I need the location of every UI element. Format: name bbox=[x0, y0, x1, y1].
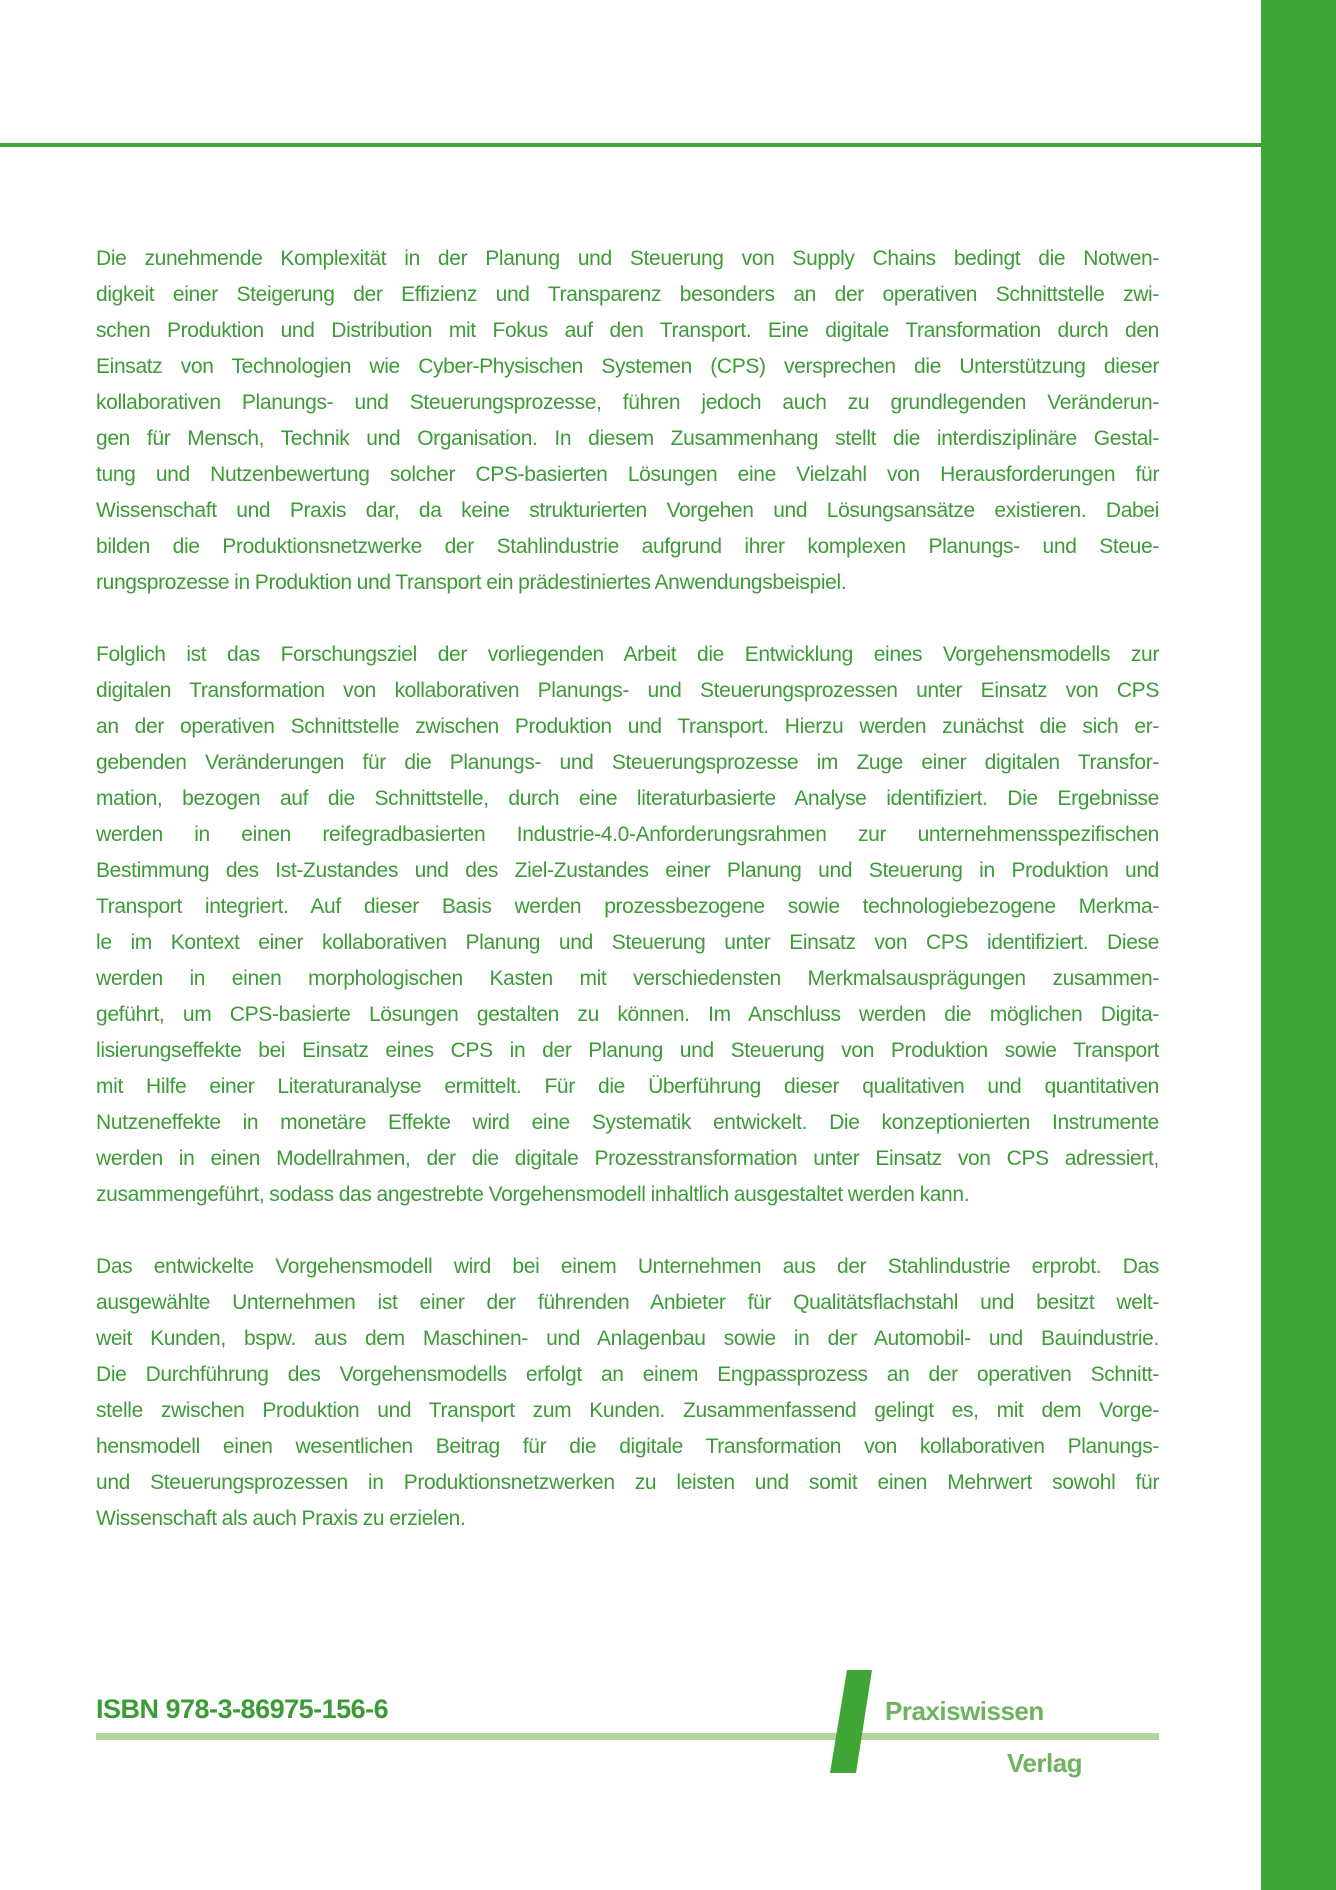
publisher-logo-slash-icon bbox=[830, 1670, 885, 1773]
isbn-divider bbox=[96, 1733, 1159, 1740]
text-line: ausgewählte Unternehmen ist einer der führenden Anbieter für Qualitätsflachstahl und besitzt welt- bbox=[96, 1291, 1159, 1314]
text-line: Folglich ist das Forschungsziel der vorliegenden Arbeit die Entwicklung eines Vorgehensmodells zur bbox=[96, 643, 1159, 666]
text-line: werden in einen reifegradbasierten Industrie-4.0-Anforderungsrahmen zur unternehmensspezifischen bbox=[96, 823, 1159, 846]
text-line: werden in einen morphologischen Kasten mit verschiedensten Merkmalsausprägungen zusammen- bbox=[96, 967, 1159, 990]
top-divider bbox=[0, 143, 1261, 147]
text-line: digitalen Transformation von kollaborativen Planungs- und Steuerungsprozessen unter Einsatz von CPS bbox=[96, 679, 1159, 702]
text-line: digkeit einer Steigerung der Effizienz und Transparenz besonders an der operativen Schnittstelle zwi- bbox=[96, 283, 1159, 306]
text-line: gebenden Veränderungen für die Planungs- und Steuerungsprozesse im Zuge einer digitalen Transfor- bbox=[96, 751, 1159, 774]
text-line: le im Kontext einer kollaborativen Planung und Steuerung unter Einsatz von CPS identifiziert. Diese bbox=[96, 931, 1159, 954]
text-line: lisierungseffekte bei Einsatz eines CPS in der Planung und Steuerung von Produktion sowie Transport bbox=[96, 1039, 1159, 1062]
text-line: Bestimmung des Ist-Zustandes und des Ziel-Zustandes einer Planung und Steuerung in Produktion und bbox=[96, 859, 1159, 882]
text-line: Die zunehmende Komplexität in der Planung und Steuerung von Supply Chains bedingt die Notwen- bbox=[96, 247, 1159, 270]
text-line: stelle zwischen Produktion und Transport zum Kunden. Zusammenfassend gelingt es, mit dem Vorge- bbox=[96, 1399, 1159, 1422]
text-line: und Steuerungsprozessen in Produktionsnetzwerken zu leisten und somit einen Mehrwert sowohl für bbox=[96, 1471, 1159, 1494]
text-line: an der operativen Schnittstelle zwischen Produktion und Transport. Hierzu werden zunächst die sich er- bbox=[96, 715, 1159, 738]
text-line: mation, bezogen auf die Schnittstelle, durch eine literaturbasierte Analyse identifiziert. Die Ergebnisse bbox=[96, 787, 1159, 810]
text-line: rungsprozesse in Produktion und Transport ein prädestiniertes Anwendungsbeispiel. bbox=[96, 571, 847, 594]
text-line: bilden die Produktionsnetzwerke der Stahlindustrie aufgrund ihrer komplexen Planungs- und Steue- bbox=[96, 535, 1159, 558]
paragraph bbox=[96, 1249, 1159, 1537]
text-line: Nutzeneffekte in monetäre Effekte wird eine Systematik entwickelt. Die konzeptionierten Instrumente bbox=[96, 1111, 1159, 1134]
text-line: Wissenschaft als auch Praxis zu erzielen. bbox=[96, 1507, 466, 1530]
text-line: schen Produktion und Distribution mit Fokus auf den Transport. Eine digitale Transformation durch den bbox=[96, 319, 1159, 342]
text-line: kollaborativen Planungs- und Steuerungsprozesse, führen jedoch auch zu grundlegenden Veränderun- bbox=[96, 391, 1159, 414]
text-line: Das entwickelte Vorgehensmodell wird bei einem Unternehmen aus der Stahlindustrie erprobt. Das bbox=[96, 1255, 1159, 1278]
text-line: gen für Mensch, Technik und Organisation. In diesem Zusammenhang stellt die interdisziplinäre Gestal- bbox=[96, 427, 1159, 450]
paragraph bbox=[96, 241, 1159, 601]
text-line: zusammengeführt, sodass das angestrebte Vorgehensmodell inhaltlich ausgestaltet werden kann. bbox=[96, 1183, 970, 1206]
blurb-text bbox=[96, 241, 1159, 1573]
text-line: Wissenschaft und Praxis dar, da keine strukturierten Vorgehen und Lösungsansätze existieren. Dabei bbox=[96, 499, 1159, 522]
text-line: geführt, um CPS-basierte Lösungen gestalten zu können. Im Anschluss werden die möglichen Digita- bbox=[96, 1003, 1159, 1026]
publisher-name: Praxiswissen bbox=[885, 1696, 1044, 1726]
text-line: Transport integriert. Auf dieser Basis werden prozessbezogene sowie technologiebezogene Merkma- bbox=[96, 895, 1159, 918]
spine-color-bar bbox=[1261, 0, 1336, 1890]
text-line: mit Hilfe einer Literaturanalyse ermittelt. Für die Überführung dieser qualitativen und quantitativen bbox=[96, 1075, 1159, 1098]
text-line: werden in einen Modellrahmen, der die digitale Prozesstransformation unter Einsatz von CPS adressiert, bbox=[96, 1147, 1159, 1170]
publisher-name-suffix: Verlag bbox=[1007, 1748, 1083, 1778]
text-line: Die Durchführung des Vorgehensmodells erfolgt an einem Engpassprozess an der operativen Schnitt- bbox=[96, 1363, 1159, 1386]
text-line: tung und Nutzenbewertung solcher CPS-basierten Lösungen eine Vielzahl von Herausforderungen für bbox=[96, 463, 1159, 486]
isbn-label: ISBN 978-3-86975-156-6 bbox=[96, 1694, 389, 1724]
text-line: hensmodell einen wesentlichen Beitrag für die digitale Transformation von kollaborativen Planungs- bbox=[96, 1435, 1159, 1458]
text-line: Einsatz von Technologien wie Cyber-Physischen Systemen (CPS) versprechen die Unterstützung dieser bbox=[96, 355, 1159, 378]
paragraph bbox=[96, 637, 1159, 1213]
text-line: weit Kunden, bspw. aus dem Maschinen- und Anlagenbau sowie in der Automobil- und Bauindustrie. bbox=[96, 1327, 1159, 1350]
